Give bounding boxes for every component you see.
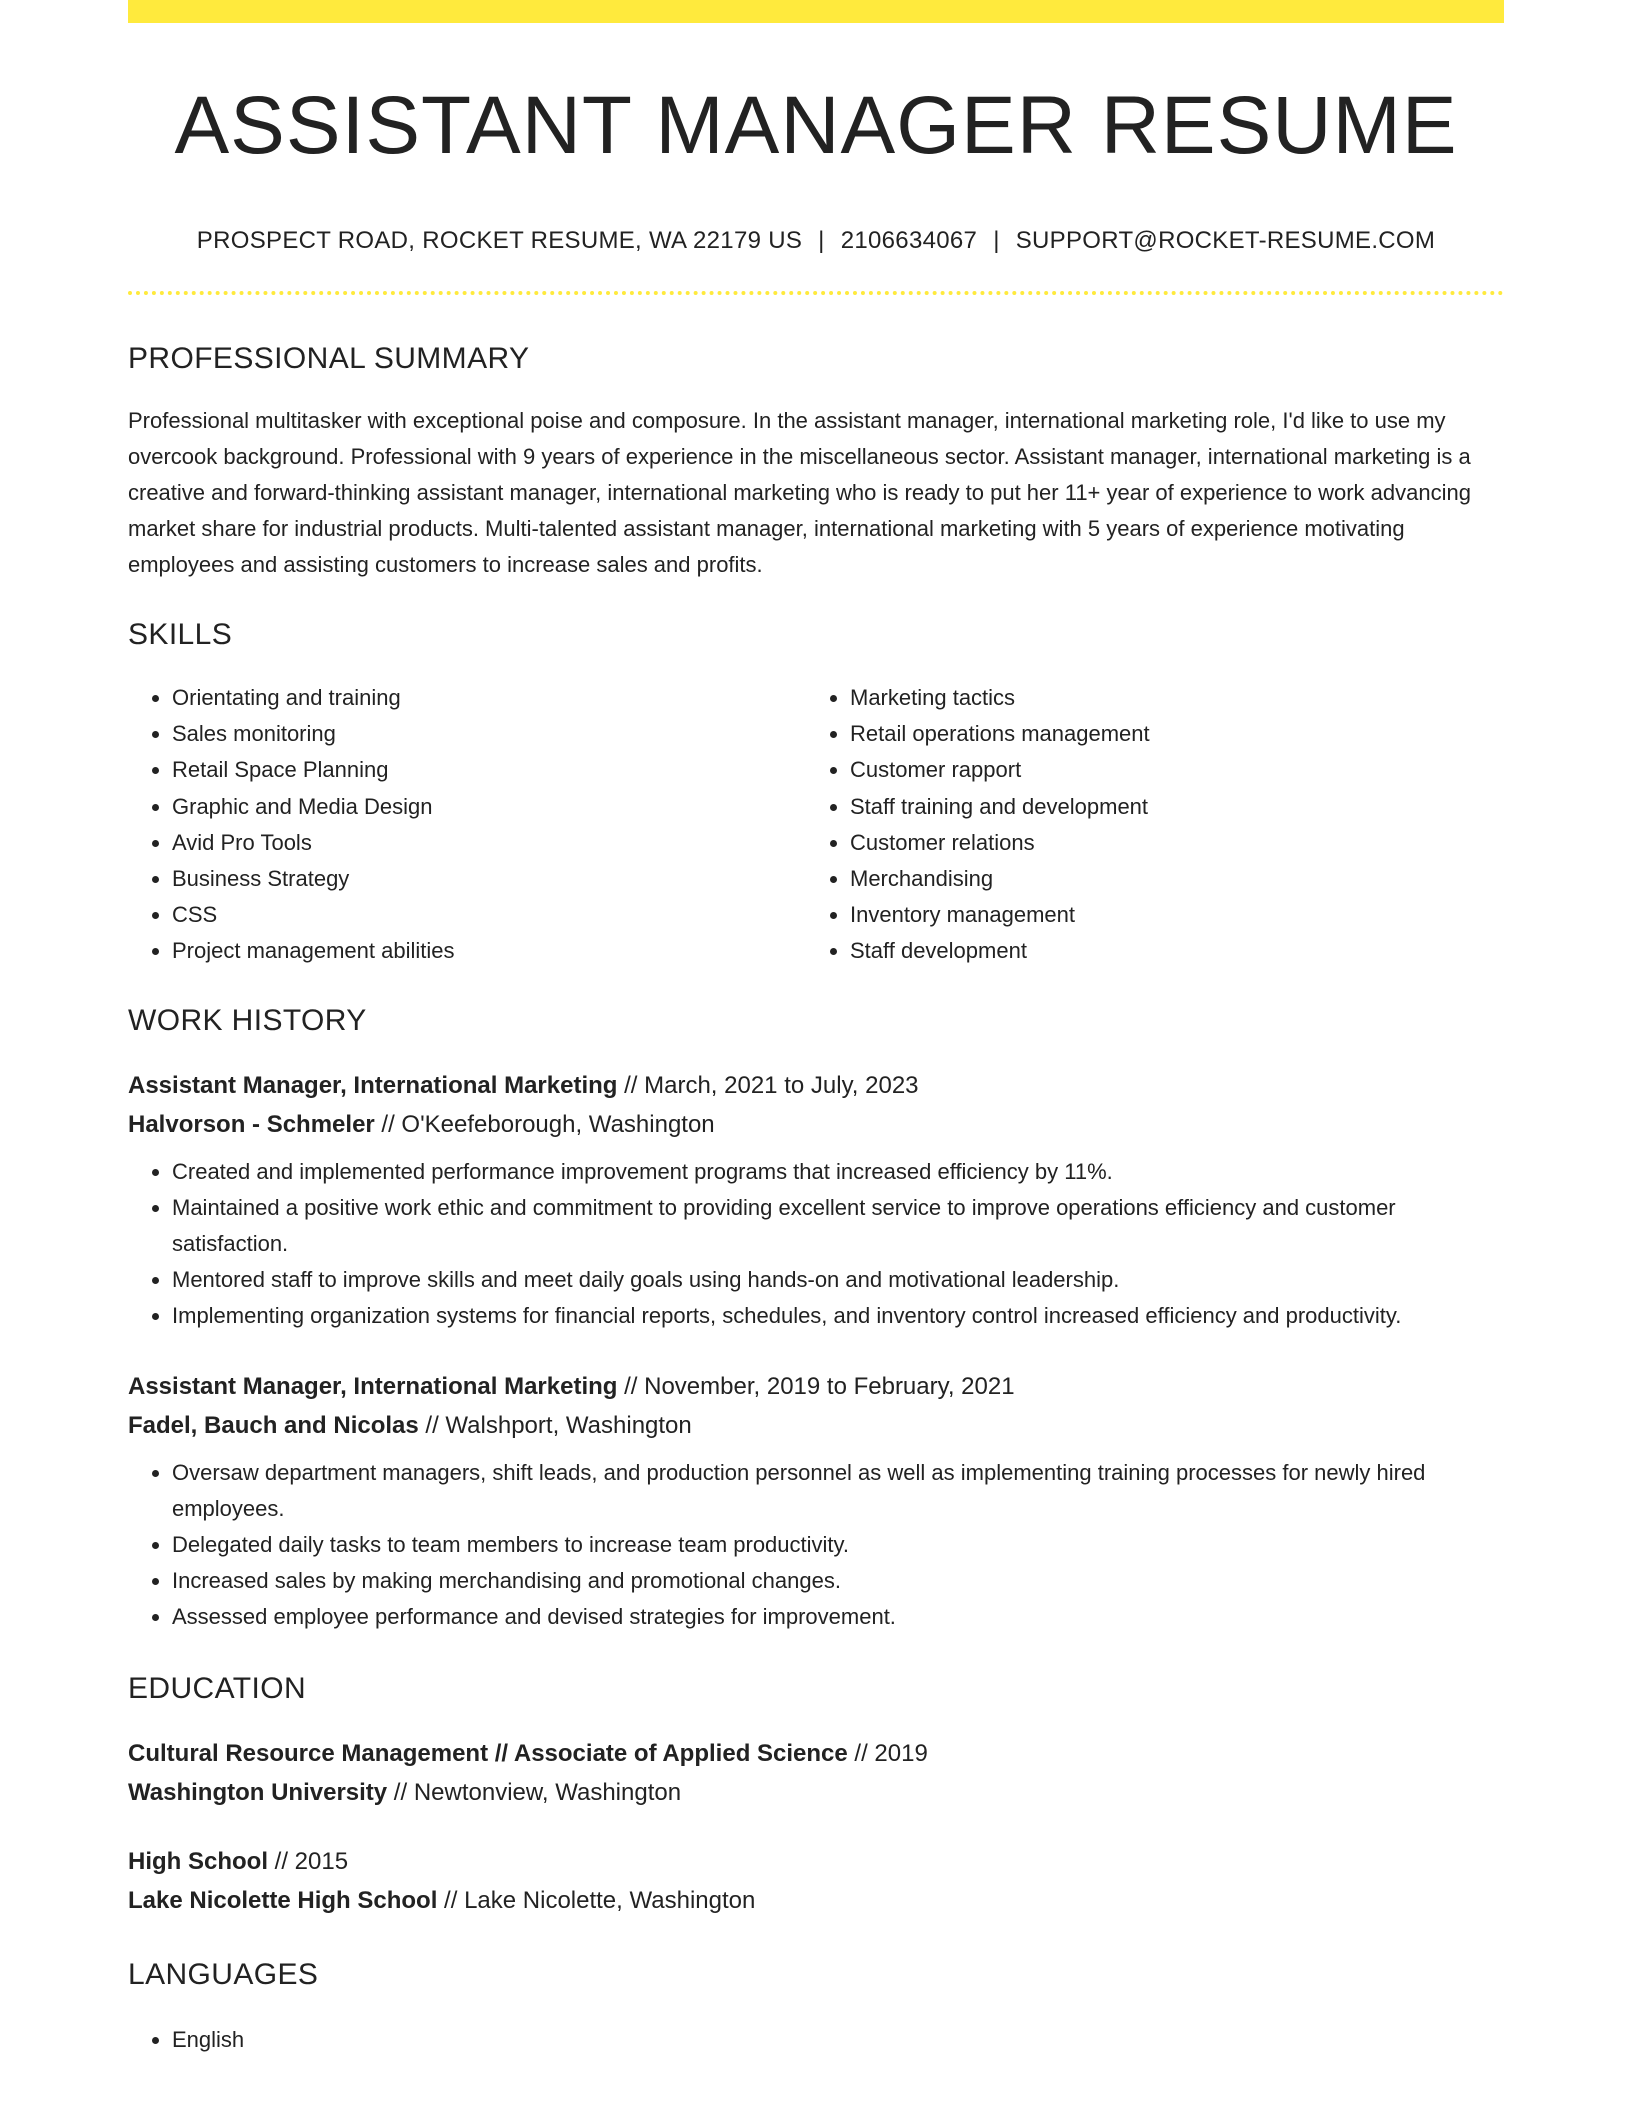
contact-address: PROSPECT ROAD, ROCKET RESUME, WA 22179 US (196, 227, 803, 254)
skills-list-right (806, 680, 1484, 970)
skill-item: • Orientating and training (172, 680, 806, 716)
education-location: // Newtonview, Washington (387, 1778, 682, 1806)
job-bullet: • Assessed employee performance and devised strategies for improvement. (172, 1599, 1504, 1635)
job-company: Fadel, Bauch and Nicolas (128, 1411, 419, 1439)
education-degree-line (128, 1842, 1504, 1881)
job-bullets (128, 1154, 1504, 1335)
skill-item: • Business Strategy (172, 861, 806, 897)
contact-email: SUPPORT@ROCKET-RESUME.COM (1015, 227, 1436, 254)
job-bullet: • Created and implemented performance improvement programs that increased efficiency by 11%. (172, 1154, 1504, 1190)
skill-item: • Retail Space Planning (172, 752, 806, 788)
resume-page (128, 0, 1504, 2058)
contact-line (128, 229, 1504, 253)
work-history-heading: WORK HISTORY (128, 1003, 367, 1037)
job-dates: // March, 2021 to July, 2023 (617, 1071, 919, 1099)
skills-list-left (128, 680, 806, 970)
language-item: • English (172, 2022, 1504, 2058)
job-title-line (128, 1066, 1504, 1105)
education-school-line (128, 1881, 1504, 1920)
education-year: // 2019 (847, 1739, 928, 1767)
skill-item: • CSS (172, 897, 806, 933)
education-school: Washington University (128, 1778, 388, 1806)
skill-item: • Sales monitoring (172, 716, 806, 752)
languages-heading: LANGUAGES (128, 1957, 319, 1991)
skill-item: • Merchandising (850, 861, 1484, 897)
skill-item: • Avid Pro Tools (172, 825, 806, 861)
skills-heading: SKILLS (128, 618, 233, 651)
education-degree: High School (128, 1847, 268, 1875)
education-entry (128, 1842, 1504, 1920)
education-entry (128, 1734, 1504, 1812)
job-company-line (128, 1406, 1504, 1445)
job-entry (128, 1066, 1504, 1144)
skill-item: • Graphic and Media Design (172, 789, 806, 825)
education-heading: EDUCATION (128, 1671, 307, 1705)
job-title-line (128, 1367, 1504, 1406)
contact-phone: 2106634067 (840, 227, 978, 254)
job-bullet: • Implementing organization systems for financial reports, schedules, and inventory control increased efficiency and productivity. (172, 1298, 1504, 1334)
job-bullet: • Increased sales by making merchandising and promotional changes. (172, 1563, 1504, 1599)
job-bullet: • Delegated daily tasks to team members to increase team productivity. (172, 1527, 1504, 1563)
skill-item: • Customer relations (850, 825, 1484, 861)
languages-list (128, 2022, 1504, 2058)
job-title: Assistant Manager, International Marketing (128, 1071, 618, 1099)
education-year: // 2015 (268, 1847, 349, 1875)
job-bullet: • Oversaw department managers, shift leads, and production personnel as well as implementing training processes for newly hired employees. (172, 1455, 1504, 1527)
job-bullet: • Maintained a positive work ethic and commitment to providing excellent service to improve operations efficiency and customer satisfaction. (172, 1190, 1504, 1262)
job-bullet: • Mentored staff to improve skills and meet daily goals using hands-on and motivational leadership. (172, 1262, 1504, 1298)
education-school: Lake Nicolette High School (128, 1886, 438, 1914)
skill-item: • Customer rapport (850, 752, 1484, 788)
skill-item: • Project management abilities (172, 933, 806, 969)
skill-item: • Staff training and development (850, 789, 1484, 825)
skills-columns (128, 680, 1504, 970)
skill-item: • Marketing tactics (850, 680, 1484, 716)
contact-separator: | (818, 227, 825, 254)
skill-item: • Inventory management (850, 897, 1484, 933)
education-location: // Lake Nicolette, Washington (437, 1886, 756, 1914)
contact-separator: | (993, 227, 1000, 254)
job-company: Halvorson - Schmeler (128, 1110, 375, 1138)
job-location: // Walshport, Washington (418, 1411, 692, 1439)
education-school-line (128, 1773, 1504, 1812)
job-location: // O'Keefeborough, Washington (374, 1110, 715, 1138)
top-accent-bar (128, 0, 1504, 23)
resume-title: ASSISTANT MANAGER RESUME (174, 80, 1458, 171)
summary-text: Professional multitasker with exceptional poise and composure. In the assistant manager, international marketing role, I'd like to use my overcook background. Professional with 9 years of experience in the miscellaneous sector. Assistant manager, international marketing is a creative and forward-thinking assistant manager, international marketing who is ready to put her 11+ year of experience to work advancing market share for industrial products. Multi-talented assistant manager, international marketing with 5 years of experience motivating employees and assisting customers to increase sales and profits. (128, 408, 1471, 577)
job-title: Assistant Manager, International Marketing (128, 1372, 618, 1400)
job-bullets (128, 1455, 1504, 1636)
job-entry (128, 1367, 1504, 1445)
job-company-line (128, 1105, 1504, 1144)
education-degree-line (128, 1734, 1504, 1773)
education-degree: Cultural Resource Management // Associate of Applied Science (128, 1739, 848, 1767)
summary-heading: PROFESSIONAL SUMMARY (128, 342, 530, 375)
job-dates: // November, 2019 to February, 2021 (617, 1372, 1015, 1400)
dotted-divider (128, 291, 1504, 295)
skill-item: • Staff development (850, 933, 1484, 969)
skill-item: • Retail operations management (850, 716, 1484, 752)
